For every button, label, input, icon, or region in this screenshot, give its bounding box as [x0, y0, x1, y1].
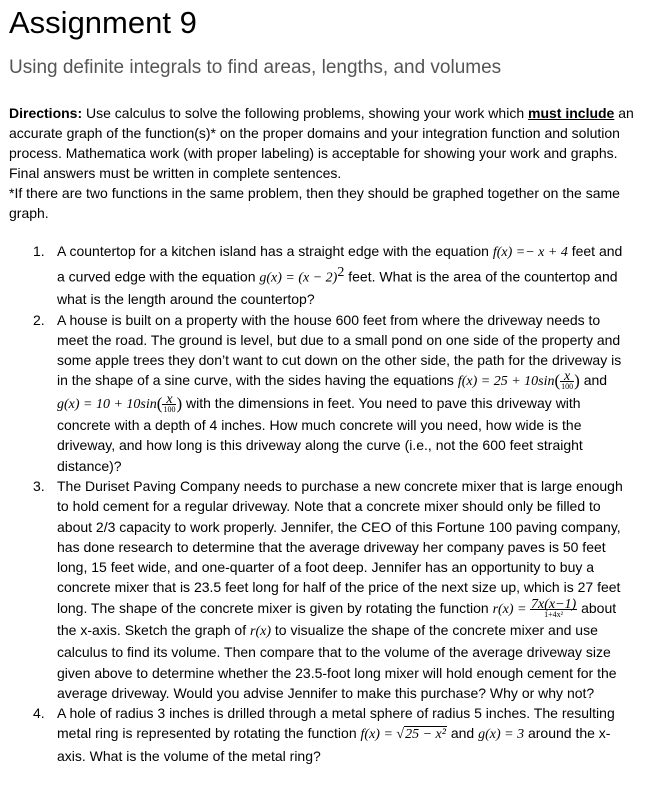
equation-f: f(x) =	[360, 727, 397, 743]
paren: )	[574, 371, 580, 391]
equation-exponent: 2	[337, 265, 345, 281]
problem-item-1	[0, 241, 652, 310]
fraction	[560, 369, 574, 392]
paren: )	[176, 393, 183, 413]
problem-text-part: feet and a curved edge with the equation	[57, 243, 623, 285]
problem-number: 1.	[33, 243, 45, 259]
problem-text-part: to visualize the shape of the concrete mixer and use calculus to find its volume. Then compare that to the volume of the average driveway size given above to determine whether the 23.5-foot long mixer will hold enough cement for the average driveway. Would you advise Jennifer to make this purchase? Why or why not?	[57, 622, 617, 701]
problem-number: 3.	[33, 477, 45, 494]
equation-f: f(x) =− x + 4	[492, 245, 568, 260]
fraction-numerator: x	[560, 372, 574, 382]
problem-text-part: feet. What is the area of the countertop and what is the length around the countertop?	[57, 268, 618, 308]
fraction-numerator: x	[162, 395, 176, 405]
equation-f: f(x) = 25 + 10sin	[457, 374, 555, 390]
square-root: √25 − x²	[396, 727, 446, 743]
paren: (	[554, 371, 561, 391]
fraction	[530, 596, 577, 619]
problem-number: 4.	[33, 705, 45, 722]
problem-text-part: and	[579, 372, 608, 389]
problem-text-part: A house is built on a property with the house 600 feet from where the driveway needs to meet the road. The ground is level, but due to a small pond on one side of the property and some apple trees they don’t want to cut down on the other side, the path for the driveway is in the shape of a sine curve, with the sides having the equations	[57, 311, 622, 389]
fraction-denominator: 100	[163, 404, 176, 414]
problem-list	[0, 241, 652, 766]
directions-label: Directions:	[9, 105, 83, 121]
radicand: 25 − x²	[405, 727, 446, 743]
problem-text-part: A countertop for a kitchen island has a straight edge with the equation	[57, 243, 493, 259]
fraction	[162, 391, 176, 414]
directions-emphasis: must include	[528, 105, 615, 121]
problem-text	[57, 476, 632, 703]
equation-r: r(x) =	[492, 601, 530, 617]
fraction-numerator: 7x(x−1)	[531, 596, 577, 612]
problem-text-part: with the dimensions in feet. You need to pave this driveway with concrete with a depth of 4 inches. How much concrete will you need, how wide is the driveway, and how long is this driveway along the curve (i.e., not the 600 feet straight distance)?	[57, 394, 583, 474]
problem-item-2	[0, 310, 652, 476]
equation-g: g(x) = (x − 2)	[259, 270, 338, 286]
problem-text	[57, 703, 632, 766]
problem-text-part: and	[446, 725, 479, 742]
equation-r-inline: r(x)	[250, 624, 271, 639]
page-title: Assignment 9	[9, 5, 197, 40]
equation-g: g(x) = 10 + 10sin	[57, 396, 157, 412]
paren: (	[156, 393, 163, 413]
problem-item-4	[0, 703, 652, 766]
problem-text-part: A hole of radius 3 inches is drilled through a metal sphere of radius 5 inches. The resulting metal ring is represented by rotating the function	[57, 705, 615, 742]
problem-text-part: The Duriset Paving Company needs to purchase a new concrete mixer that is large enough to hold cement for a regular driveway. Note that a concrete mixer should only be filled to about 2/3 capacity to work properly. Jennifer, the CEO of this Fortune 100 paving company, has done research to determine that the average driveway her company paves is 50 feet long, 15 feet wide, and one-quarter of a foot deep. Jennifer has an opportunity to buy a concrete mixer that is 23.5 feet long for half of the price of the next size up, which is 27 feet long. The shape of the concrete mixer is given by rotating the function	[57, 477, 623, 616]
page-subtitle: Using definite integrals to find areas, lengths, and volumes	[9, 57, 502, 78]
directions-main	[9, 103, 639, 183]
directions-text-1: Use calculus to solve the following problems, showing your work which	[82, 105, 528, 121]
problem-text	[57, 310, 632, 476]
directions-note: *If there are two functions in the same problem, then they should be graphed together on the same graph.	[9, 185, 620, 221]
problem-text-part: about the x-axis. Sketch the graph of	[57, 599, 617, 638]
equation-g: g(x) = 3	[478, 727, 525, 743]
problem-text-part: around the x-axis. What is the volume of the metal ring?	[57, 725, 611, 764]
fraction-denominator: 1+4x²	[544, 609, 564, 619]
directions-paragraph	[9, 103, 639, 223]
problem-item-3	[0, 476, 652, 703]
fraction-denominator: 100	[561, 382, 574, 392]
problem-text	[57, 241, 632, 310]
directions-text-2: an accurate graph of the function(s)* on the proper domains and your integration function and solution process. Mathematica work (with proper labeling) is acceptable for showing your work and graphs. Final answers must be written in complete sentences.	[9, 105, 634, 181]
problem-number: 2.	[33, 311, 45, 328]
